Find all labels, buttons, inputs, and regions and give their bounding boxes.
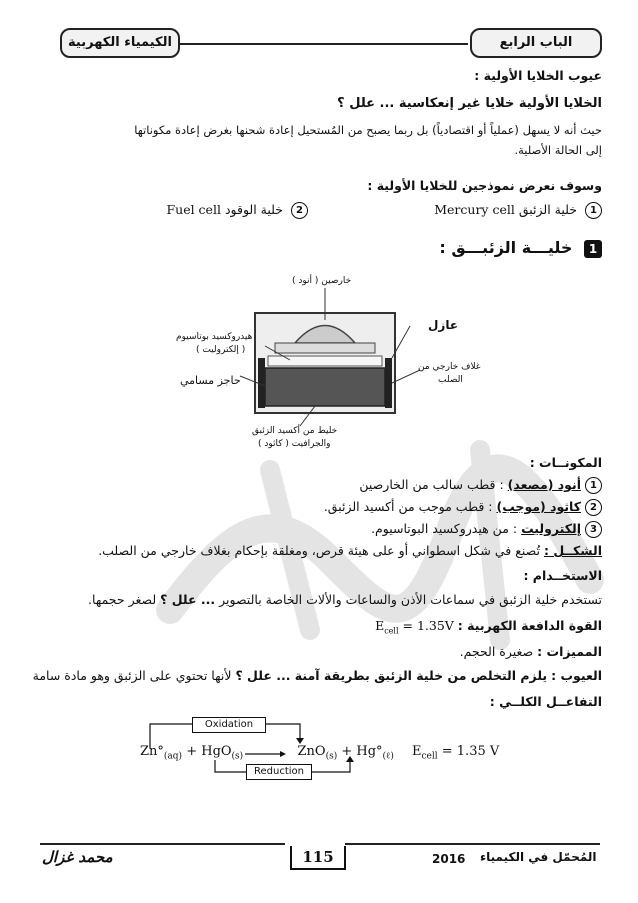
diagram-label-anode: خارصين ( أنود ) (292, 276, 352, 286)
anode-plate (275, 343, 375, 353)
component-term: أنود (مصعد) (507, 477, 581, 492)
diagram-label-casing-2: الصلب (438, 375, 463, 385)
section-title (439, 238, 602, 258)
component-row (36, 499, 602, 516)
shape-term: الشكــل : (543, 543, 602, 558)
defects2-text: يلزم التخلص من خلية الزئبق بطريقة آمنة ... علل ؟ (235, 668, 548, 683)
defects-title: عيوب الخلايا الأولية : (474, 68, 602, 83)
insulator-right (385, 358, 392, 408)
shape-row (36, 543, 602, 559)
diagram-label-casing-1: غلاف خارجي من (418, 362, 481, 372)
usage-reason: لصغر حجمها. (88, 592, 157, 607)
state-hg: (ℓ) (382, 751, 394, 762)
emf-value: 1.35V (416, 618, 454, 633)
example-en: Mercury cell (434, 202, 515, 217)
footer-rule-left (40, 843, 285, 845)
emf-label: E (375, 618, 385, 633)
reaction-ecell (412, 744, 499, 762)
component-desc: : من هيدروكسيد البوتاسيوم. (371, 521, 518, 536)
emf-row: القوة الدافعة الكهربية : $E_{cell} = 1.35V$ (375, 618, 602, 636)
product-zno: ZnO (297, 744, 326, 759)
diagram-label-cathode-2: والجرافيت ( كاثود ) (258, 439, 331, 449)
footer-brand: المُحمّل في الكيمياء (480, 850, 597, 864)
example-mercury (434, 202, 602, 219)
page-number: 115 (290, 846, 346, 870)
answer-line-2: إلى الحالة الأصلية. (514, 143, 602, 157)
example-number: 1 (585, 202, 602, 219)
reactant-zn: Zn° (140, 744, 164, 759)
component-number: 1 (585, 477, 602, 494)
example-en: Fuel cell (166, 202, 221, 217)
reaction-equation (140, 744, 394, 762)
examples-title: وسوف نعرض نموذجين للخلايا الأولية : (367, 178, 602, 193)
diagram-label-electrolyte-1: هيدروكسيد بوتاسيوم (176, 332, 253, 342)
answer-line-1: حيث أنه لا يسهل (عملياً أو اقتصادياً) بل ربما يصبح من المُستحيل إعادة شحنها بغرض إعادة مكوناتها (134, 123, 602, 137)
reactant-hgo: + HgO (186, 744, 232, 759)
component-term: إلكتروليت (521, 521, 581, 536)
diagram-label-separator: حاجز مسامي (180, 374, 241, 387)
state-zn: (aq) (163, 751, 183, 762)
diagram-label-cathode-1: خليط من أكسيد الزئبق (252, 426, 338, 436)
emf-title: القوة الدافعة الكهربية : (457, 618, 602, 633)
usage-title: الاستخــدام : (523, 568, 602, 583)
insulator-left (258, 358, 265, 408)
component-number: 2 (585, 499, 602, 516)
advantages-text: صغيرة الحجم. (459, 644, 534, 659)
reduction-box: Reduction (246, 764, 312, 780)
footer-author: محمد غزال (42, 848, 113, 866)
oxidation-box: Oxidation (192, 717, 266, 733)
diagram-label-insulator: عازل (428, 318, 459, 332)
header-rule (180, 43, 468, 45)
component-desc: : قطب سالب من الخارصين (359, 477, 504, 492)
usage-text: تستخدم خلية الزئبق في سماعات الأذن والساعات والألات الخاصة بالتصوير (219, 592, 602, 607)
component-row (36, 521, 602, 538)
example-ar: خلية الوقود (224, 202, 284, 217)
state-hgo: (s) (231, 751, 244, 762)
component-row (36, 477, 602, 494)
section-number: 1 (584, 240, 602, 258)
component-term: كاثود (موجب) (496, 499, 581, 514)
defects2-row (32, 668, 602, 684)
advantages-title: المميزات : (537, 644, 602, 659)
ecell-label: E (412, 744, 422, 759)
overall-title: التفاعــل الكلــي : (489, 694, 602, 709)
header-right-box: الباب الرابع (470, 28, 602, 58)
section-title-text: خليـــة الزئبـــق : (439, 238, 573, 257)
defects2-reason: لأنها تحتوي على الزئبق وهو مادة سامة (32, 668, 232, 683)
cathode-mix (265, 368, 385, 406)
example-fuel (166, 202, 308, 219)
state-zno: (s) (325, 751, 338, 762)
ecell-value: = 1.35 V (441, 744, 500, 759)
usage-why: ... علل ؟ (160, 592, 216, 607)
product-hg: + Hg° (341, 744, 383, 759)
emf-sub: cell (384, 626, 399, 636)
usage-row (36, 592, 602, 608)
shape-desc: تُصنع في شكل اسطواني أو على هيئة قرص، ومغلقة بإحكام بغلاف خارجي من الصلب. (98, 543, 540, 558)
footer-year: 2016 (432, 852, 466, 866)
question-line: الخلايا الأولية خلايا غير إنعكاسية ... علل ؟ (337, 96, 602, 111)
diagram-label-electrolyte-2: ( إلكتروليت ) (196, 345, 246, 355)
example-number: 2 (291, 202, 308, 219)
example-ar: خلية الزئبق (518, 202, 578, 217)
component-desc: : قطب موجب من أكسيد الزئبق. (323, 499, 493, 514)
defects2-title: العيوب : (551, 668, 602, 683)
header-left-box: الكيمياء الكهربية (60, 28, 180, 58)
ecell-sub: cell (421, 751, 438, 762)
component-number: 3 (585, 521, 602, 538)
advantages-row (36, 644, 602, 660)
components-title: المكونــات : (529, 455, 602, 470)
footer-rule-right (345, 843, 600, 845)
